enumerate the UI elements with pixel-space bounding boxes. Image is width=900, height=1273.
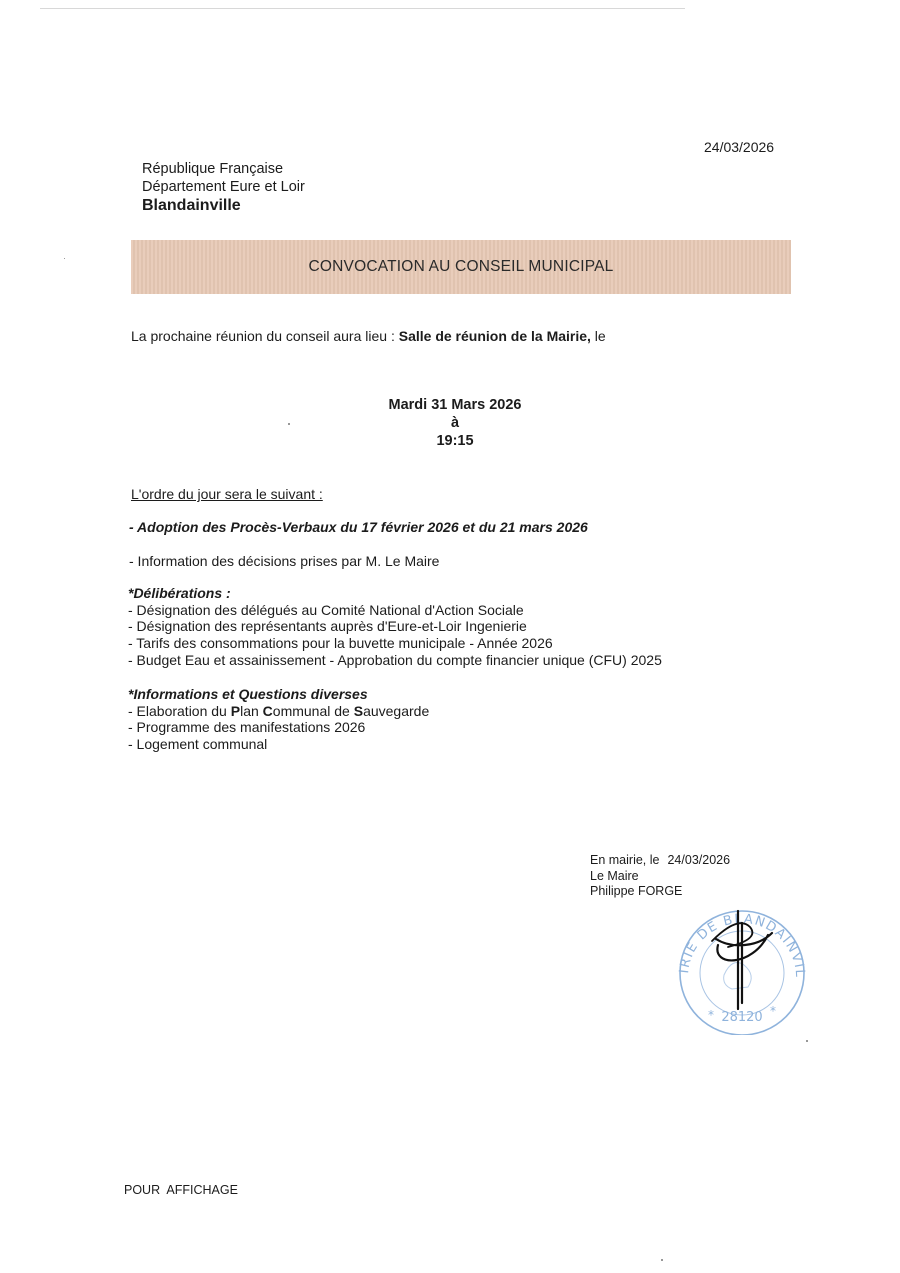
- scan-speck: [288, 423, 290, 425]
- mairie-stamp: [672, 905, 812, 1040]
- agenda-adoption: - Adoption des Procès-Verbaux du 17 février 2026 et du 21 mars 2026: [129, 519, 588, 535]
- scan-speck: [806, 1040, 808, 1042]
- agenda-info-maire: - Information des décisions prises par M. Le Maire: [129, 553, 440, 569]
- plan-text: ommunal de: [272, 702, 354, 719]
- signature-name: Philippe FORGE: [590, 884, 683, 898]
- list-item: - Tarifs des consommations pour la buvette municipale - Année 2026: [128, 635, 553, 652]
- list-item: - Budget Eau et assainissement - Approbation du compte financier unique (CFU) 2025: [128, 651, 662, 668]
- svg-text:MAIRIE DE BLANDAINVILLE: [672, 905, 807, 979]
- list-item: - Programme des manifestations 2026: [128, 719, 366, 736]
- deliberations-heading: *Délibérations :: [128, 585, 231, 601]
- scan-speck: [661, 1259, 663, 1261]
- document-date: 24/03/2026: [704, 139, 775, 155]
- plan-text: lan: [240, 702, 263, 719]
- plan-initial: S: [353, 702, 364, 719]
- intro-place: Salle de réunion de la Mairie,: [398, 328, 591, 344]
- plan-text: auvegarde: [363, 702, 430, 719]
- agenda-title: L'ordre du jour sera le suivant :: [131, 486, 323, 502]
- letterhead: [142, 160, 305, 215]
- footer-note: POUR AFFICHAGE: [124, 1183, 238, 1197]
- letterhead-department: Département Eure et Loir: [142, 179, 305, 195]
- stamp-code: 28120: [721, 1010, 763, 1025]
- list-item-plan: [128, 703, 429, 720]
- stamp-seal-icon: [672, 905, 812, 1035]
- meeting-time: 19:15: [436, 433, 474, 449]
- intro-prefix: La prochaine réunion du conseil aura lieu :: [131, 328, 399, 344]
- signature-place-label: En mairie, le: [590, 853, 660, 867]
- letterhead-country: République Française: [142, 161, 284, 177]
- stamp-star-icon: *: [708, 1008, 714, 1022]
- meeting-day: Mardi 31 Mars 2026: [388, 397, 522, 413]
- meeting-datetime: [355, 396, 555, 450]
- meeting-intro: [131, 328, 606, 344]
- list-item: - Désignation des représentants auprès d'Eure-et-Loir Ingenierie: [128, 618, 527, 635]
- document-title: CONVOCATION AU CONSEIL MUNICIPAL: [308, 258, 614, 275]
- plan-initial: P: [230, 702, 241, 719]
- stamp-star-icon: *: [770, 1004, 776, 1018]
- list-item: - Logement communal: [128, 736, 268, 753]
- signature-date: 24/03/2026: [667, 853, 731, 867]
- list-item: - Désignation des délégués au Comité National d'Action Sociale: [128, 601, 524, 618]
- signature-role: Le Maire: [590, 868, 639, 883]
- plan-text: - Elaboration du: [128, 702, 231, 719]
- scan-top-line: [40, 8, 685, 9]
- letterhead-town: Blandainville: [142, 197, 241, 214]
- title-banner: [131, 240, 791, 294]
- signature-block: [590, 853, 730, 900]
- intro-suffix: le: [590, 328, 606, 344]
- meeting-a: à: [450, 415, 460, 431]
- informations-section: [128, 686, 429, 753]
- informations-heading: *Informations et Questions diverses: [128, 686, 368, 702]
- stamp-text: IRIE DE BLANDAINVIL: [677, 911, 808, 979]
- scan-speck: [64, 258, 65, 259]
- signature-date-line: [590, 853, 730, 869]
- plan-initial: C: [262, 702, 273, 719]
- deliberations-section: [128, 585, 662, 669]
